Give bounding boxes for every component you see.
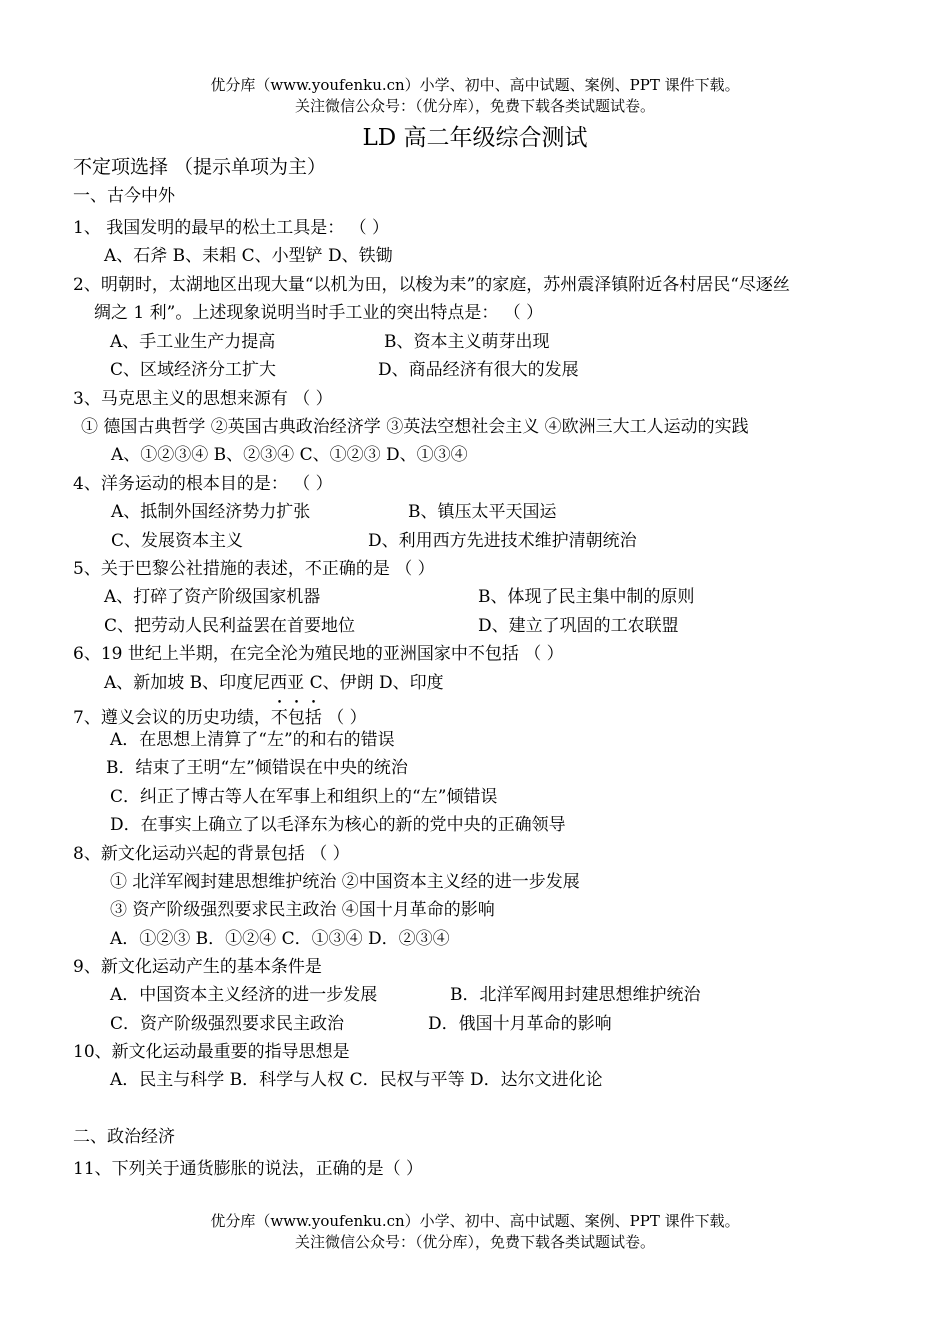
- question-4-option-c: C、发展资本主义: [111, 531, 244, 551]
- question-7-option-d: D．在事实上确立了以毛泽东为核心的新的党中央的正确领导: [110, 815, 566, 835]
- question-8-stem: 8、新文化运动兴起的背景包括 （ ）: [73, 844, 350, 864]
- question-6-stem: 6、19 世纪上半期，在完全沦为殖民地的亚洲国家中不包括 （ ）: [73, 644, 564, 664]
- question-2-stem-line-2: 绸之 1 利”。上述现象说明当时手工业的突出特点是： （ ）: [94, 303, 544, 323]
- question-5-option-c: C、把劳动人民利益罢在首要地位: [104, 616, 356, 636]
- question-5-option-b: B、体现了民主集中制的原则: [478, 587, 695, 607]
- question-5-option-d: D、建立了巩固的工农联盟: [478, 616, 679, 636]
- question-4-stem: 4、洋务运动的根本目的是： （ ）: [73, 474, 333, 494]
- question-3-options: A、①②③④ B、②③④ C、①②③ D、①③④: [111, 445, 468, 465]
- header-line-1: 优分库（www.youfenku.cn）小学、初中、高中试题、案例、PPT 课件下载。: [210, 76, 740, 94]
- question-7-stem: [73, 698, 367, 729]
- question-8-items-2: ③ 资产阶级强烈要求民主政治 ④国十月革命的影响: [110, 900, 495, 920]
- subtitle: 不定项选择 （提示单项为主）: [73, 156, 327, 178]
- question-2-option-a: A、手工业生产力提高: [110, 332, 276, 352]
- header-line-2: 关注微信公众号：（优分库），免费下载各类试题试卷。: [294, 97, 655, 115]
- footer-line-2: 关注微信公众号：（优分库），免费下载各类试题试卷。: [294, 1233, 655, 1251]
- question-10-options: A．民主与科学 B．科学与人权 C．民权与平等 D．达尔文进化论: [110, 1070, 603, 1090]
- question-4-option-a: A、抵制外国经济势力扩张: [111, 502, 311, 522]
- section-2-heading: 二、政治经济: [73, 1127, 175, 1147]
- page-title: LD 高二年级综合测试: [362, 125, 588, 151]
- question-7-stem-text: 7、遵义会议的历史功绩，: [73, 708, 271, 728]
- question-3-items: ① 德国古典哲学 ②英国古典政治经济学 ③英法空想社会主义 ④欧洲三大工人运动的实践: [81, 417, 749, 437]
- question-10-stem: 10、新文化运动最重要的指导思想是: [73, 1042, 350, 1062]
- question-7-bracket: （ ）: [321, 708, 367, 728]
- question-4-option-d: D、利用西方先进技术维护清朝统治: [368, 531, 637, 551]
- question-2-option-d: D、商品经济有很大的发展: [378, 360, 579, 380]
- question-7-option-b: B．结束了王明“左”倾错误在中央的统治: [106, 758, 408, 778]
- question-5-stem: 5、关于巴黎公社措施的表述，不正确的是 （ ）: [73, 559, 435, 579]
- question-2-stem-line-1: 2、明朝时，太湖地区出现大量“以机为田，以梭为耒”的家庭，苏州震泽镇附近各村居民“尽逐丝: [73, 275, 790, 295]
- question-4-option-b: B、镇压太平天国运: [408, 502, 557, 522]
- question-3-stem: 3、马克思主义的思想来源有 （ ）: [73, 389, 333, 409]
- question-11-stem: 11、下列关于通货膨胀的说法，正确的是（ ）: [73, 1159, 424, 1179]
- question-7-option-a: A．在思想上清算了“左”的和右的错误: [110, 730, 395, 750]
- question-6-options: A、新加坡 B、印度尼西亚 C、伊朗 D、印度: [104, 673, 444, 693]
- footer-line-1: 优分库（www.youfenku.cn）小学、初中、高中试题、案例、PPT 课件下载。: [210, 1212, 740, 1230]
- section-1-heading: 一、古今中外: [73, 186, 175, 206]
- question-2-option-c: C、区域经济分工扩大: [110, 360, 277, 380]
- question-7-option-c: C．纠正了博古等人在军事上和组织上的“左”倾错误: [110, 787, 498, 807]
- question-2-option-b: B、资本主义萌芽出现: [384, 332, 550, 352]
- question-9-option-a: A．中国资本主义经济的进一步发展: [110, 985, 378, 1005]
- question-1-options: A、石斧 B、耒耜 C、小型铲 D、铁锄: [104, 246, 393, 266]
- question-9-option-d: D．俄国十月革命的影响: [428, 1014, 612, 1034]
- question-8-items-1: ① 北洋军阀封建思想维护统治 ②中国资本主义经的进一步发展: [110, 872, 580, 892]
- question-7-emphasis: 不包括: [270, 708, 322, 728]
- question-5-option-a: A、打碎了资产阶级国家机器: [104, 587, 321, 607]
- question-1-stem: 1、 我国发明的最早的松土工具是： （ ）: [73, 218, 390, 238]
- question-9-stem: 9、新文化运动产生的基本条件是: [73, 957, 322, 977]
- question-9-option-b: B．北洋军阀用封建思想维护统治: [450, 985, 701, 1005]
- question-9-option-c: C．资产阶级强烈要求民主政治: [110, 1014, 345, 1034]
- question-8-options: A．①②③ B．①②④ C．①③④ D．②③④: [110, 929, 450, 949]
